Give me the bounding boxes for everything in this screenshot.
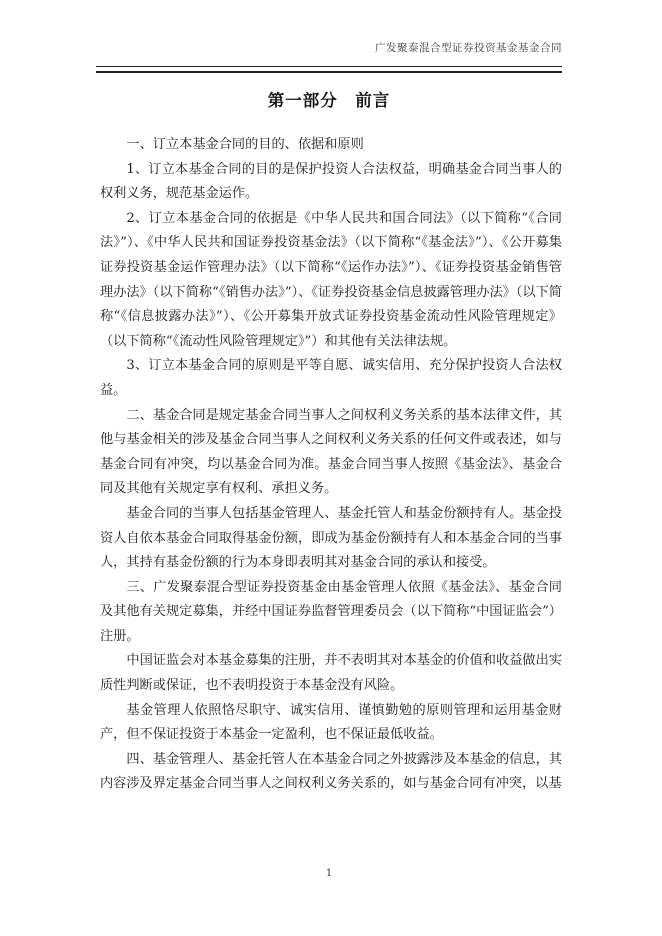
running-header: 广发聚泰混合型证券投资基金基金合同 [375,42,562,54]
header-rule-thin [96,66,562,67]
paragraph-purpose: 1、订立本基金合同的目的是保护投资人合法权益，明确基金合同当事人的权利义务，规范基金运作。 [100,161,562,202]
paragraph-principles: 3、订立本基金合同的原则是平等自愿、诚实信用、充分保护投资人合法权益。 [100,358,562,398]
body-text [100,133,562,797]
paragraph-contract-parties: 基金合同的当事人包括基金管理人、基金托管人和基金份额持有人。基金投资人自依本基金合同取得基金份额，即成为基金份额持有人和本基金合同的当事人，其持有基金份额的行为本身即表明其对基金合同的承认和接受。 [100,505,562,571]
paragraph-manager-duty: 基金管理人依照恪尽职守、诚实信用、谨慎勤勉的原则管理和运用基金财产，但不保证投资于本基金一定盈利，也不保证最低收益。 [100,702,562,743]
page-number: 1 [325,868,333,879]
paragraph-fund-registration: 三、广发聚泰混合型证券投资基金由基金管理人依照《基金法》、基金合同及其他有关规定募集，并经中国证券监督管理委员会（以下简称“中国证监会”）注册。 [100,579,562,644]
paragraph-legal-basis: 2、订立本基金合同的依据是《中华人民共和国合同法》（以下简称“《合同法》”）、《中华人民共和国证券投资基金法》（以下简称“《基金法》”）、《公开募集证券投资基金运作管理办法》（以下简称“《运作办法》”）、《证券投资基金销售管理办法》（以下简称“《销售办法》”）、《证券投资基金信息披露管理办法》（以下简称“《信息披露办法》”）、《公开募集开放式证券投资基金流动性风险管理规定》（以下简称“《流动性风险管理规定》”）和其他有关法律法规。 [100,210,562,349]
heading-purpose-basis-principles: 一、订立本基金合同的目的、依据和原则 [126,137,364,152]
paragraph-contract-nature: 二、基金合同是规定基金合同当事人之间权利义务关系的基本法律文件，其他与基金相关的涉及基金合同当事人之间权利义务关系的任何文件或表述，如与基金合同有冲突，均以基金合同为准。基金合同当事人按照《基金法》、基金合同及其他有关规定享有权利、承担义务。 [100,407,562,497]
paragraph-disclosure: 四、基金管理人、基金托管人在本基金合同之外披露涉及本基金的信息，其内容涉及界定基金合同当事人之间权利义务关系的，如与基金合同有冲突，以基 [100,751,562,792]
section-title: 第一部分 前言 [267,91,391,110]
paragraph-csrc-disclaimer: 中国证监会对本基金募集的注册，并不表明其对本基金的价值和收益做出实质性判断或保证，也不表明投资于本基金没有风险。 [100,653,562,694]
header-rule-thick [96,71,562,73]
